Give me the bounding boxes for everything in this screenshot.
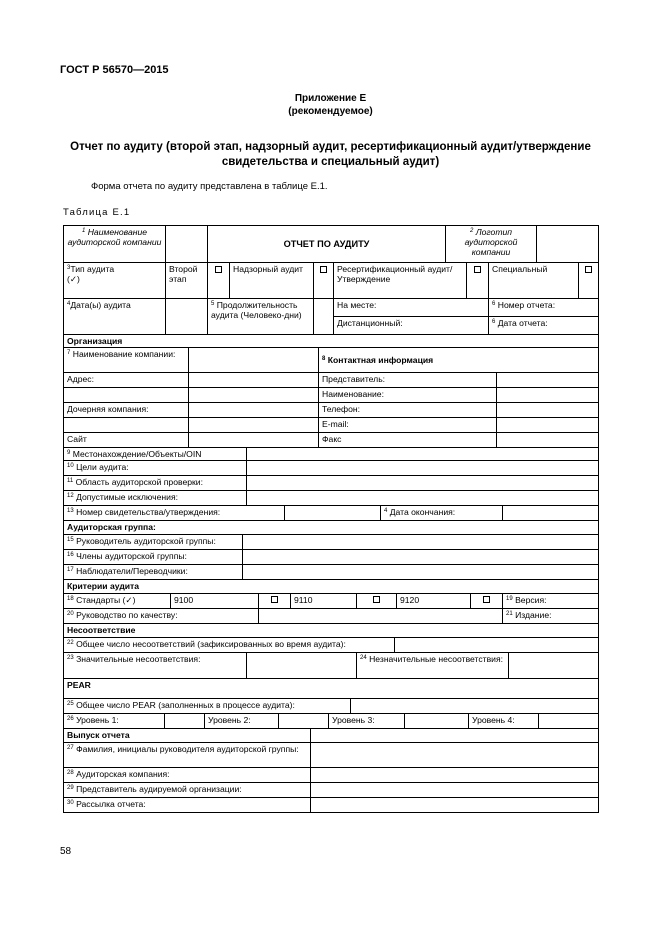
type-special-label: Специальный — [488, 263, 578, 298]
audit-type-row — [64, 262, 598, 298]
exclusions-value[interactable] — [246, 491, 598, 505]
auditee-rep-label: $^{29}$ Представитель аудируемой организации: — [67, 784, 242, 794]
checkbox-icon — [474, 266, 481, 273]
address-cont-value[interactable] — [188, 388, 318, 402]
level3-label: Уровень 3: — [328, 714, 404, 728]
section-team: Аудиторская группа: — [67, 522, 156, 532]
type-second-stage-checkbox[interactable] — [207, 263, 229, 298]
checkbox-icon — [271, 596, 278, 603]
audit-company-label: $^{28}$ Аудиторская компания: — [67, 769, 170, 779]
standards-label: $^{18}$ Стандарты (✓) — [67, 595, 136, 605]
phone-value[interactable] — [496, 403, 598, 417]
subsidiary-value[interactable] — [188, 403, 318, 417]
section-criteria: Критерии аудита — [67, 581, 140, 591]
minor-nc-value[interactable] — [508, 653, 598, 678]
level2-label: Уровень 2: — [204, 714, 278, 728]
expiry-value[interactable] — [502, 506, 598, 520]
level2-value[interactable] — [278, 714, 328, 728]
std-9110-checkbox[interactable] — [356, 594, 396, 608]
pear-levels-row — [64, 713, 598, 728]
minor-nc-label: $^{24}$ Незначительные несоответствия: — [356, 653, 508, 678]
on-site-label: На месте: — [337, 300, 377, 310]
section-pear-row — [64, 678, 598, 698]
total-nc-label: $^{22}$ Общее число несоответствий (зафиксированных во время аудита): — [67, 639, 346, 649]
type-special-checkbox[interactable] — [578, 263, 598, 298]
distribution-label: $^{30}$ Рассылка отчета: — [67, 799, 146, 809]
level1-label: $^{26}$ Уровень 1: — [67, 715, 119, 725]
audit-company-row — [64, 767, 598, 782]
total-nc-value[interactable] — [394, 638, 598, 652]
name-row — [64, 387, 598, 402]
report-title: Отчет по аудиту (второй этап, надзорный аудит, ресертификационный аудит/утверждение свидетельства и специальный аудит) — [70, 141, 591, 168]
address-label: Адрес: — [67, 374, 94, 384]
section-nc-row — [64, 623, 598, 637]
email-label: E-mail: — [318, 418, 496, 432]
location-row — [64, 447, 598, 460]
section-criteria-row — [64, 579, 598, 593]
logo-value[interactable] — [536, 226, 598, 262]
exclusions-row — [64, 490, 598, 505]
team-members-value[interactable] — [242, 550, 598, 564]
major-nc-label: $^{23}$ Значительные несоответствия: — [67, 654, 201, 664]
expiry-label: $^4$ Дата окончания: — [380, 506, 502, 520]
page-number: 58 — [60, 846, 72, 857]
leader-name-value[interactable] — [310, 743, 598, 767]
team-leader-row — [64, 534, 598, 549]
section-nc: Несоответствие — [67, 625, 136, 635]
quality-manual-label: $^{20}$ Руководство по качеству: — [67, 610, 178, 620]
form-header-row — [64, 226, 598, 262]
std-9100-checkbox[interactable] — [258, 594, 290, 608]
observers-label: $^{17}$ Наблюдатели/Переводчики: — [67, 566, 188, 576]
appendix-subtitle: (рекомендуемое) — [288, 106, 373, 117]
type-second-stage-label: Второй этап — [165, 263, 207, 298]
audit-dates-value[interactable] — [165, 299, 207, 334]
std-9100-label: 9100 — [170, 594, 258, 608]
level1-value[interactable] — [164, 714, 204, 728]
cert-number-value[interactable] — [284, 506, 380, 520]
document-standard: ГОСТ Р 56570—2015 — [60, 64, 169, 76]
location-label: $^9$ Местонахождение/Объекты/OIN — [67, 449, 202, 459]
team-leader-value[interactable] — [242, 535, 598, 549]
table-label: Таблица Е.1 — [63, 207, 131, 218]
std-9120-checkbox[interactable] — [470, 594, 502, 608]
observers-row — [64, 564, 598, 579]
dates-row — [64, 298, 598, 334]
name-label: Наименование: — [318, 388, 496, 402]
total-pear-row — [64, 698, 598, 713]
phone-label: Телефон: — [318, 403, 496, 417]
subsidiary-row — [64, 402, 598, 417]
site-row — [64, 432, 598, 447]
type-recert-checkbox[interactable] — [466, 263, 488, 298]
standards-row — [64, 593, 598, 608]
checkbox-icon — [483, 596, 490, 603]
level3-value[interactable] — [404, 714, 468, 728]
team-members-row — [64, 549, 598, 564]
email-row — [64, 417, 598, 432]
name-value[interactable] — [496, 388, 598, 402]
audit-type-label: $^3$Тип аудита (✓) — [67, 264, 115, 284]
version-label: $^{19}$ Версия: — [502, 594, 598, 608]
appendix-title: Приложение Е — [294, 93, 367, 104]
logo-cell: $^2$ Логотип аудиторской компании — [445, 226, 536, 262]
audit-scope-row — [64, 475, 598, 490]
subsidiary-cont-value[interactable] — [188, 418, 318, 432]
duration-label: $^5$ Продолжительность аудита (Человеко-дни) — [207, 299, 313, 334]
org-name-value[interactable] — [165, 226, 207, 262]
duration-split — [333, 299, 488, 334]
fax-label: Факс — [318, 433, 496, 447]
address-value[interactable] — [188, 373, 318, 387]
audit-goals-label: $^{10}$ Цели аудита: — [67, 462, 129, 472]
std-9120-label: 9120 — [396, 594, 470, 608]
section-pear: PEAR — [67, 680, 91, 690]
audit-goals-row — [64, 460, 598, 475]
cert-number-row — [64, 505, 598, 520]
edition-label: $^{21}$ Издание: — [502, 609, 598, 623]
report-number-label: $^6$ Номер отчета: — [492, 300, 556, 310]
type-supervisory-label: Надзорный аудит — [229, 263, 313, 298]
auditee-rep-row — [64, 782, 598, 797]
subsidiary-label: Дочерняя компания: — [67, 404, 149, 414]
audit-scope-value[interactable] — [246, 476, 598, 490]
checkbox-icon — [585, 266, 592, 273]
fax-value[interactable] — [496, 433, 598, 447]
nc-detail-row — [64, 652, 598, 678]
checkbox-icon — [215, 266, 222, 273]
auditee-rep-value[interactable] — [310, 783, 598, 797]
team-leader-label: $^{15}$ Руководитель аудиторской группы: — [67, 536, 216, 546]
total-pear-value[interactable] — [350, 699, 598, 713]
representative-label: Представитель: — [318, 373, 496, 387]
email-value[interactable] — [496, 418, 598, 432]
audit-company-value[interactable] — [310, 768, 598, 782]
audit-report-form — [63, 225, 599, 813]
checkbox-icon — [320, 266, 327, 273]
audit-goals-value[interactable] — [246, 461, 598, 475]
exclusions-label: $^{12}$ Допустимые исключения: — [67, 492, 178, 502]
company-name-row — [64, 347, 598, 372]
quality-manual-value[interactable] — [258, 609, 502, 623]
distribution-value[interactable] — [310, 798, 598, 812]
checkbox-icon — [373, 596, 380, 603]
remote-label: Дистанционный: — [334, 316, 488, 334]
audit-scope-label: $^{11}$ Область аудиторской проверки: — [67, 477, 203, 487]
total-pear-label: $^{25}$ Общее число PEAR (заполненных в процессе аудита): — [67, 700, 295, 710]
location-value[interactable] — [246, 448, 598, 460]
section-issue-value — [310, 729, 598, 742]
report-header-cell: ОТЧЕТ ПО АУДИТУ — [207, 226, 445, 262]
audit-dates-label: $^4$Дата(ы) аудита — [67, 300, 131, 310]
company-name-label: $^7$ Наименование компании: — [67, 349, 176, 359]
team-members-label: $^{16}$ Члены аудиторской группы: — [67, 551, 187, 561]
leader-name-row — [64, 742, 598, 767]
report-date-label: $^6$ Дата отчета: — [489, 316, 598, 334]
level4-label: Уровень 4: — [468, 714, 538, 728]
observers-value[interactable] — [242, 565, 598, 579]
distribution-row — [64, 797, 598, 812]
address-cont — [64, 388, 188, 402]
org-name-cell: $^1$ Наименование аудиторской компании — [67, 227, 162, 247]
subsidiary-cont — [64, 418, 188, 432]
representative-value[interactable] — [496, 373, 598, 387]
duration-spacer — [313, 299, 333, 334]
quality-manual-row — [64, 608, 598, 623]
total-nc-row — [64, 637, 598, 652]
report-number-split — [488, 299, 598, 334]
type-recert-label: Ресертификационный аудит/Утверждение — [333, 263, 466, 298]
type-supervisory-checkbox[interactable] — [313, 263, 333, 298]
appendix-heading — [0, 92, 661, 118]
section-organization-row — [64, 334, 598, 347]
contact-info-label: $^8$ Контактная информация — [318, 348, 598, 372]
company-name-value[interactable] — [188, 348, 318, 372]
site-label: Сайт — [67, 434, 87, 444]
site-value[interactable] — [188, 433, 318, 447]
section-team-row — [64, 520, 598, 534]
major-nc-value[interactable] — [246, 653, 356, 678]
std-9110-label: 9110 — [290, 594, 356, 608]
section-issue-row — [64, 728, 598, 742]
leader-name-label: $^{27}$ Фамилия, инициалы руководителя аудиторской группы: — [67, 744, 299, 754]
section-organization: Организация — [67, 336, 123, 346]
address-row — [64, 372, 598, 387]
intro-text: Форма отчета по аудиту представлена в таблице Е.1. — [91, 181, 328, 192]
level4-value[interactable] — [538, 714, 598, 728]
cert-number-label: $^{13}$ Номер свидетельства/утверждения: — [67, 507, 221, 517]
section-issue: Выпуск отчета — [67, 730, 130, 740]
